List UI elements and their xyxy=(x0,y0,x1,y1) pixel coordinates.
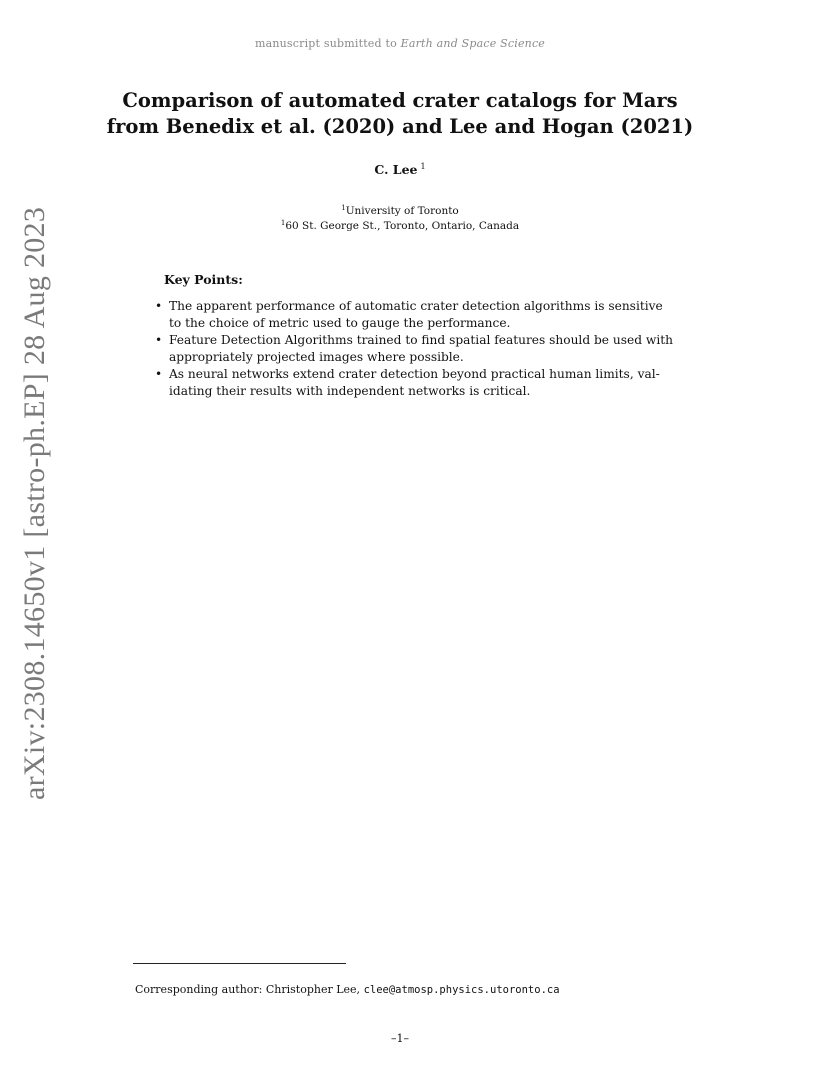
footnote-rule xyxy=(133,963,346,964)
key-point-2-line-2: appropriately projected images where possible. xyxy=(169,349,464,364)
author-name: C. Lee xyxy=(374,162,418,177)
title-line-1: Comparison of automated crater catalogs for Mars xyxy=(122,89,678,112)
title-line-2: from Benedix et al. (2020) and Lee and Hogan (2021) xyxy=(106,115,694,138)
bullet-icon: • xyxy=(155,333,163,347)
key-point-1-line-2: to the choice of metric used to gauge the performance. xyxy=(169,315,511,330)
affiliation-block xyxy=(0,202,800,232)
affil-mark-1: 1 xyxy=(341,204,346,212)
affiliation-institution: University of Toronto xyxy=(345,205,459,217)
affiliation-address: 60 St. George St., Toronto, Ontario, Canada xyxy=(285,220,520,232)
arxiv-stamp: arXiv:2308.14650v1 [astro-ph.EP] 28 Aug 2023 xyxy=(18,206,51,800)
header-journal: Earth and Space Science xyxy=(400,37,546,50)
key-points-heading: Key Points: xyxy=(164,272,243,287)
key-point-3-line-1: As neural networks extend crater detection beyond practical human limits, val- xyxy=(169,367,660,381)
key-point-item xyxy=(155,366,660,399)
bullet-icon: • xyxy=(155,299,163,313)
running-header xyxy=(0,37,800,50)
author-affil-mark: 1 xyxy=(420,162,426,171)
key-point-2-line-1: Feature Detection Algorithms trained to find spatial features should be used with xyxy=(169,333,673,347)
key-point-1-line-1: The apparent performance of automatic crater detection algorithms is sensitive xyxy=(169,299,663,313)
affil-mark-2: 1 xyxy=(280,219,286,227)
key-point-item xyxy=(155,298,663,331)
author-line xyxy=(0,162,800,177)
footnote-label: Corresponding author: Christopher Lee, xyxy=(135,983,361,996)
header-prefix: manuscript submitted to xyxy=(254,37,397,50)
key-point-3-line-2: idating their results with independent networks is critical. xyxy=(169,383,531,398)
key-points-list xyxy=(155,298,673,400)
key-point-item xyxy=(155,332,673,365)
affiliation-line-1 xyxy=(0,202,800,217)
bullet-icon: • xyxy=(155,367,163,381)
affiliation-line-2 xyxy=(0,217,800,232)
author-email-link[interactable]: clee@atmosp.physics.utoronto.ca xyxy=(363,984,560,996)
corresponding-author-footnote xyxy=(135,983,560,996)
page-number: –1– xyxy=(391,1032,409,1045)
paper-title xyxy=(0,88,800,140)
